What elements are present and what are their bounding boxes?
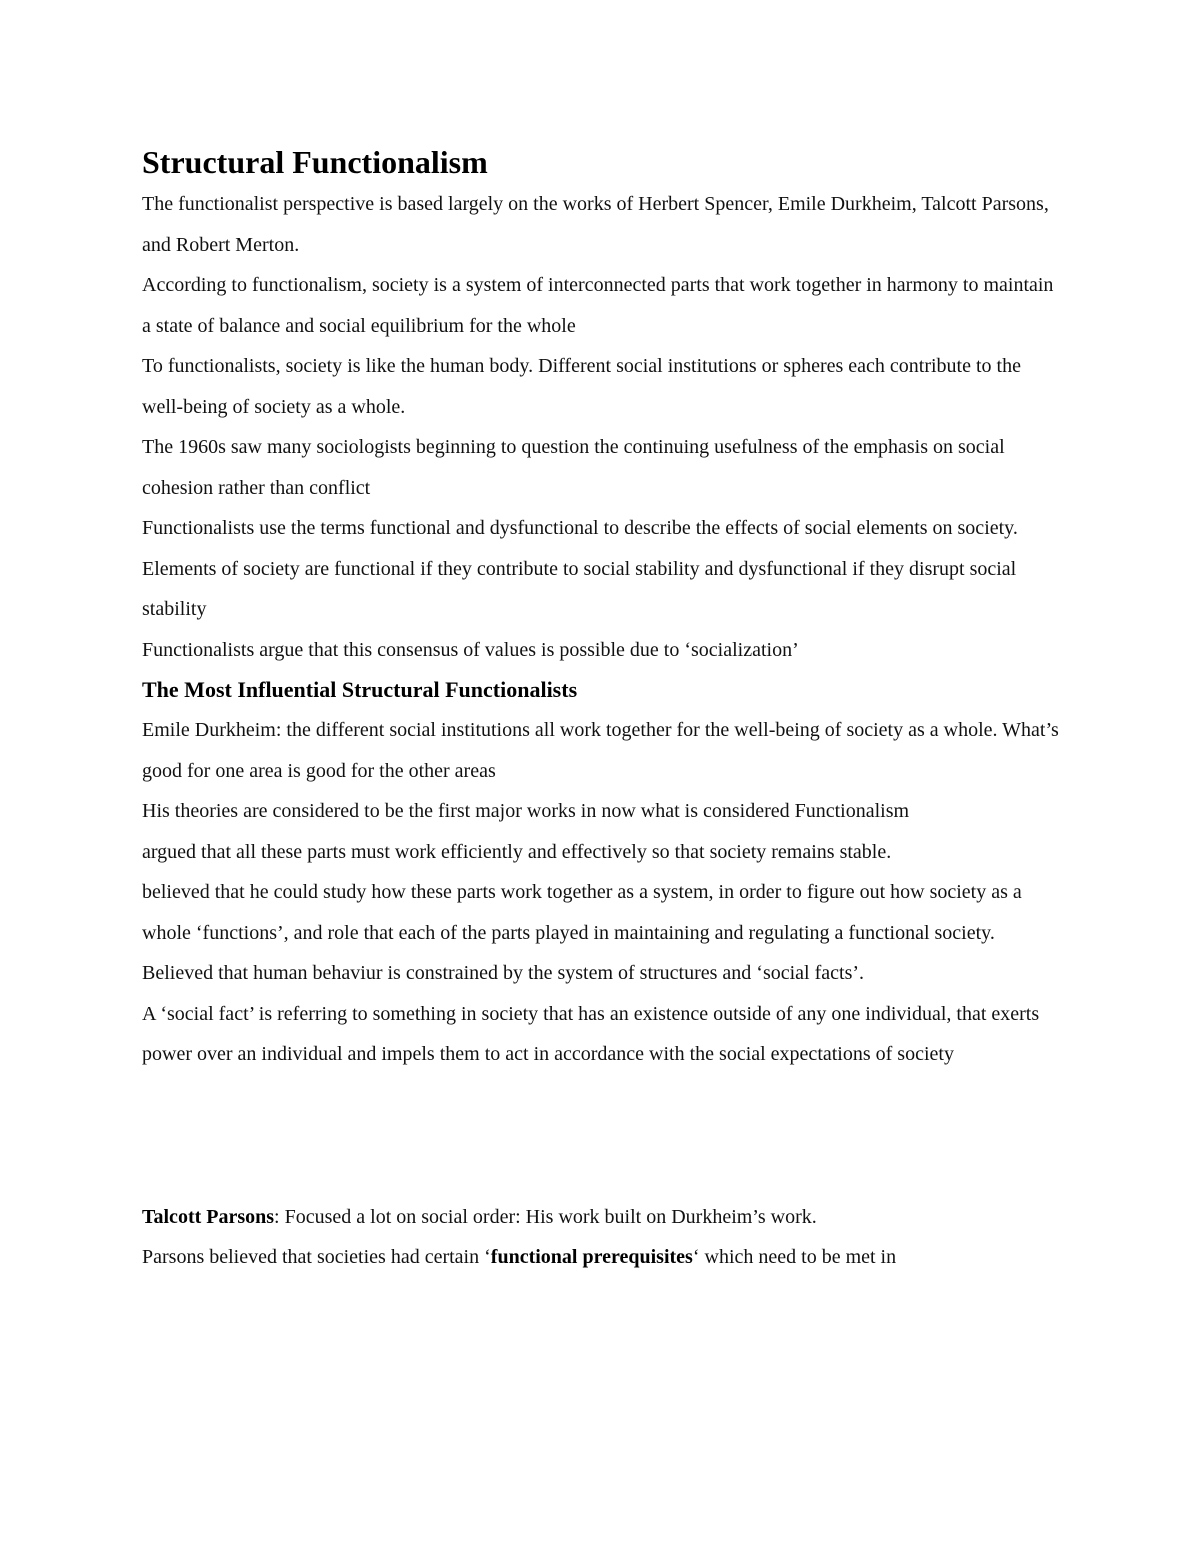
parsons-line1-text: : Focused a lot on social order: His work built on Durkheim’s work.: [274, 1205, 817, 1228]
intro-paragraph: To functionalists, society is like the human body. Different social institutions or spheres each contribute to the well-being of society as a whole.: [142, 355, 1021, 418]
durkheim-paragraph: His theories are considered to be the first major works in now what is considered Functionalism: [142, 800, 910, 822]
intro-paragraph: According to functionalism, society is a system of interconnected parts that work together in harmony to maintain a state of balance and social equilibrium for the whole: [142, 274, 1054, 337]
durkheim-paragraph: argued that all these parts must work efficiently and effectively so that society remains stable.: [142, 840, 892, 863]
durkheim-paragraph: Emile Durkheim: the different social institutions all work together for the well-being of society as a whole. What’s good for one area is good for the other areas: [142, 719, 1059, 782]
parsons-name: Talcott Parsons: [142, 1205, 275, 1228]
intro-paragraph: The 1960s saw many sociologists beginning to question the continuing usefulness of the emphasis on social cohesion rather than conflict: [142, 436, 1005, 499]
parsons-prerequisites-paragraph: [142, 1237, 1062, 1278]
intro-paragraph: The functionalist perspective is based largely on the works of Herbert Spencer, Emile Durkheim, Talcott Parsons, and Robert Merton.: [142, 193, 1049, 256]
durkheim-paragraph: believed that he could study how these parts work together as a system, in order to figure out how society as a whole ‘functions’, and role that each of the parts played in maintaining and regulating a functional society.: [142, 881, 1022, 944]
intro-paragraph: Functionalists argue that this consensus of values is possible due to ‘socialization’: [142, 638, 799, 661]
document-title: Structural Functionalism: [142, 144, 488, 180]
intro-paragraph: Functionalists use the terms functional and dysfunctional to describe the effects of social elements on society.: [142, 517, 1018, 539]
functional-prerequisites-term: functional prerequisites: [490, 1246, 693, 1268]
section-heading: The Most Influential Structural Functionalists: [142, 677, 578, 702]
blank-space: [142, 1075, 1062, 1197]
durkheim-paragraph: Believed that human behaviur is constrained by the system of structures and ‘social facts’.: [142, 962, 865, 984]
parsons-line2-end: ‘ which need to be met in: [692, 1246, 897, 1268]
durkheim-paragraph: A ‘social fact’ is referring to something in society that has an existence outside of any one individual, that exerts power over an individual and impels them to act in accordance with the social expectations of society: [142, 1002, 1040, 1065]
intro-paragraph: Elements of society are functional if they contribute to social stability and dysfunctional if they disrupt social stability: [142, 557, 1017, 620]
parsons-line2-start: Parsons believed that societies had certain ‘: [142, 1246, 491, 1268]
document-body: [142, 140, 1062, 1278]
parsons-paragraph: [142, 1197, 1062, 1238]
